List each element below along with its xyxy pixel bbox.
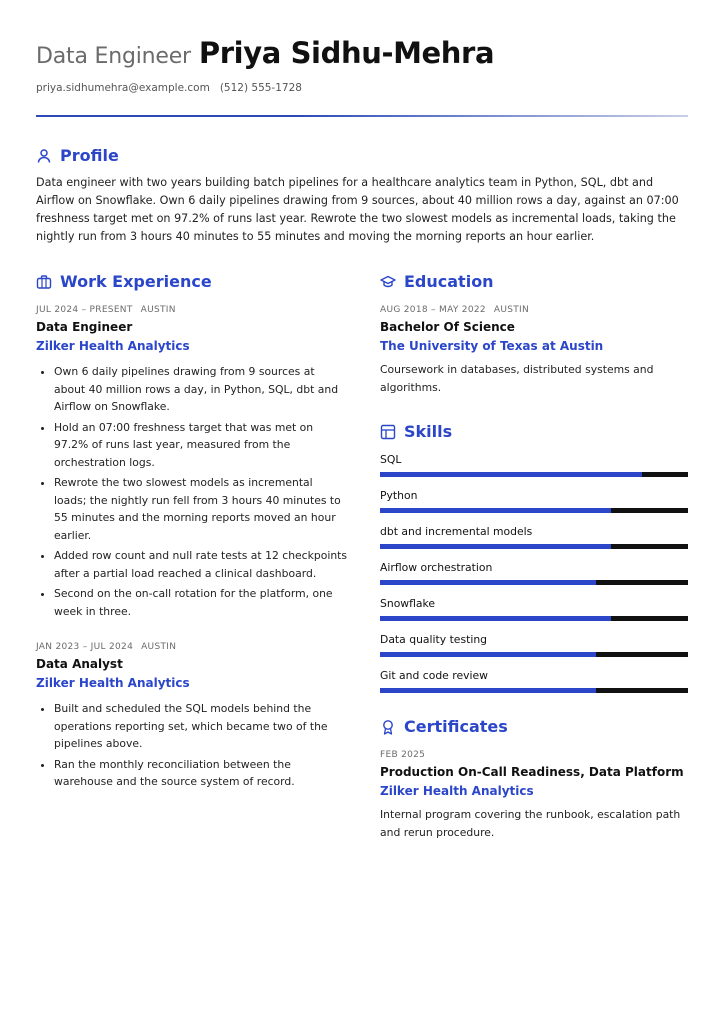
skill-name: dbt and incremental models xyxy=(380,525,533,538)
certificates-heading xyxy=(380,717,688,736)
skill-level-fill xyxy=(380,580,596,585)
bullet-item: • Added row count and null rate tests at 12 checkpoints after a partial load reached a clinical dashboard. xyxy=(54,547,348,582)
skill-level-bar xyxy=(380,544,688,549)
skill-item xyxy=(380,633,688,657)
skill-name: Airflow orchestration xyxy=(380,561,493,574)
skills-grid-icon xyxy=(380,424,396,440)
skill-item xyxy=(380,453,688,477)
job-role: Data Engineer xyxy=(36,320,133,334)
certificates-title: Certificates xyxy=(404,717,508,736)
education-section xyxy=(380,272,688,396)
skill-level-bar xyxy=(380,616,688,621)
job-location: AUSTIN xyxy=(140,305,176,315)
education-meta xyxy=(380,305,688,315)
job-location: AUSTIN xyxy=(141,642,177,652)
bullet-item: • Built and scheduled the SQL models behind the operations reporting set, which became two of the pipelines above. xyxy=(54,700,348,753)
skill-level-bar xyxy=(380,580,688,585)
bullet-item: • Ran the monthly reconciliation between the warehouse and the source system of record. xyxy=(54,756,348,791)
profile-title: Profile xyxy=(60,146,119,165)
skill-level-fill xyxy=(380,472,642,477)
degree: Bachelor Of Science xyxy=(380,320,515,334)
job-dates: JUL 2024 – PRESENT xyxy=(36,305,133,315)
school: The University of Texas at Austin xyxy=(380,339,604,353)
name-line xyxy=(36,36,688,70)
award-ribbon-icon xyxy=(380,719,396,735)
skill-level-bar xyxy=(380,652,688,657)
profile-summary: Data engineer with two years building batch pipelines for a healthcare analytics team in Python, SQL, dbt and Airflow on Snowflake. Own 6 daily pipelines drawing from 9 sources, about 40 million rows a day, against an 07:00 freshness target met on 97.2% of runs last year. Rewrote the two slowest models as incremental loads, taking the nightly run from 3 hours 40 minutes to 55 minutes and moving the morning reports an hour earlier. xyxy=(36,176,679,243)
job-bullets xyxy=(36,363,348,620)
resume-header xyxy=(36,36,688,94)
job-title: Data Engineer xyxy=(36,44,191,69)
person-icon xyxy=(36,148,52,164)
job-company: Zilker Health Analytics xyxy=(36,339,190,353)
skills-section xyxy=(380,422,688,693)
job-entry xyxy=(36,305,348,620)
job-bullets xyxy=(36,700,348,791)
email[interactable]: priya.sidhumehra@example.com xyxy=(36,82,210,94)
full-name: Priya Sidhu-Mehra xyxy=(198,36,495,70)
briefcase-icon xyxy=(36,274,52,290)
skill-item xyxy=(380,525,688,549)
certificate-date: FEB 2025 xyxy=(380,750,426,760)
job-meta xyxy=(36,642,348,652)
skill-name: Data quality testing xyxy=(380,633,488,646)
right-column xyxy=(380,272,688,841)
skill-level-fill xyxy=(380,616,611,621)
skills-list xyxy=(380,453,688,693)
job-company: Zilker Health Analytics xyxy=(36,676,190,690)
certificate-description: Internal program covering the runbook, escalation path and rerun procedure. xyxy=(380,808,681,839)
education-description: Coursework in databases, distributed systems and algorithms. xyxy=(380,363,654,394)
skill-level-fill xyxy=(380,544,611,549)
education-location: AUSTIN xyxy=(493,305,530,315)
certificate-title: Production On-Call Readiness, Data Platform xyxy=(380,765,684,779)
skill-item xyxy=(380,561,688,585)
work-experience-heading xyxy=(36,272,348,291)
bullet-item: • Hold an 07:00 freshness target that was met on 97.2% of runs last year, measured from the orchestration logs. xyxy=(54,419,348,472)
job-dates: JAN 2023 – JUL 2024 xyxy=(36,642,134,652)
bullet-item: • Second on the on-call rotation for the platform, one week in three. xyxy=(54,585,348,620)
skills-heading xyxy=(380,422,688,441)
education-title: Education xyxy=(404,272,494,291)
skill-item xyxy=(380,669,688,693)
profile-heading xyxy=(36,146,688,165)
graduation-cap-icon xyxy=(380,274,396,290)
phone[interactable]: (512) 555-1728 xyxy=(219,82,302,94)
skill-level-fill xyxy=(380,508,611,513)
skill-level-bar xyxy=(380,688,688,693)
skill-name: SQL xyxy=(380,453,402,466)
education-dates: AUG 2018 – MAY 2022 xyxy=(380,305,486,315)
skills-title: Skills xyxy=(404,422,453,441)
skill-name: Python xyxy=(380,489,418,502)
job-role: Data Analyst xyxy=(36,657,123,671)
bullet-item: • Own 6 daily pipelines drawing from 9 sources at about 40 million rows a day, in Python, SQL, dbt and Airflow on Snowflake. xyxy=(54,363,348,416)
skill-level-fill xyxy=(380,652,596,657)
skill-level-bar xyxy=(380,472,688,477)
skill-name: Snowflake xyxy=(380,597,436,610)
bullet-item: • Rewrote the two slowest models as incremental loads; the nightly run fell from 3 hours 40 minutes to 55 minutes and the morning reports moved an hour earlier. xyxy=(54,474,348,544)
skill-level-fill xyxy=(380,688,596,693)
job-meta xyxy=(36,305,348,315)
skill-item xyxy=(380,489,688,513)
certificate-issuer: Zilker Health Analytics xyxy=(380,784,534,798)
education-heading xyxy=(380,272,688,291)
header-divider xyxy=(36,115,688,117)
contact-line xyxy=(36,82,688,94)
work-experience-section xyxy=(36,272,348,794)
skill-level-bar xyxy=(380,508,688,513)
job-entry xyxy=(36,642,348,791)
skill-item xyxy=(380,597,688,621)
profile-section xyxy=(36,146,688,246)
skill-name: Git and code review xyxy=(380,669,488,682)
certificates-section xyxy=(380,717,688,841)
work-experience-title: Work Experience xyxy=(60,272,212,291)
